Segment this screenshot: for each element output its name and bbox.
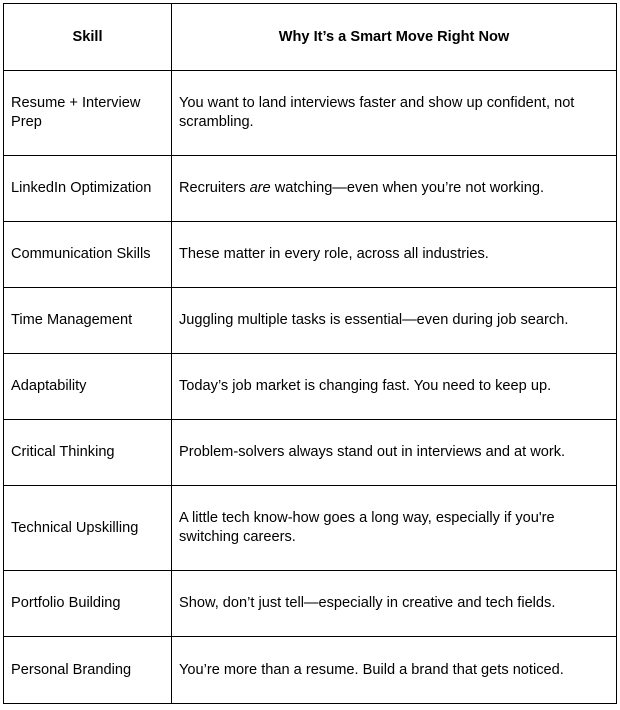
skill-cell: Adaptability xyxy=(4,354,172,420)
column-header-why: Why It’s a Smart Move Right Now xyxy=(172,4,617,71)
reason-cell: You’re more than a resume. Build a brand that gets noticed. xyxy=(172,637,617,704)
reason-cell xyxy=(172,156,617,222)
skills-table xyxy=(3,3,617,704)
column-header-skill: Skill xyxy=(4,4,172,71)
table-row xyxy=(4,571,617,637)
skill-cell: Communication Skills xyxy=(4,222,172,288)
table-row xyxy=(4,222,617,288)
skill-cell: Personal Branding xyxy=(4,637,172,704)
reason-cell: These matter in every role, across all industries. xyxy=(172,222,617,288)
reason-cell: You want to land interviews faster and show up confident, not scrambling. xyxy=(172,71,617,156)
reason-cell: Problem-solvers always stand out in interviews and at work. xyxy=(172,420,617,486)
table-row xyxy=(4,354,617,420)
skill-cell: LinkedIn Optimization xyxy=(4,156,172,222)
reason-cell: Show, don’t just tell—especially in creative and tech fields. xyxy=(172,571,617,637)
skill-cell: Time Management xyxy=(4,288,172,354)
reason-text-post: watching—even when you’re not working. xyxy=(270,180,545,196)
reason-text-emphasis: are xyxy=(249,180,271,196)
table-row xyxy=(4,156,617,222)
table-row xyxy=(4,637,617,704)
skill-cell: Critical Thinking xyxy=(4,420,172,486)
table-header-row xyxy=(4,4,617,71)
table-row xyxy=(4,71,617,156)
reason-text-pre: Recruiters xyxy=(179,180,250,196)
table-row xyxy=(4,288,617,354)
reason-cell: Juggling multiple tasks is essential—even during job search. xyxy=(172,288,617,354)
skill-cell: Resume + Interview Prep xyxy=(4,71,172,156)
skill-cell: Technical Upskilling xyxy=(4,486,172,571)
table-row xyxy=(4,486,617,571)
reason-cell: Today’s job market is changing fast. You need to keep up. xyxy=(172,354,617,420)
reason-cell: A little tech know-how goes a long way, especially if you're switching careers. xyxy=(172,486,617,571)
skill-cell: Portfolio Building xyxy=(4,571,172,637)
table-row xyxy=(4,420,617,486)
